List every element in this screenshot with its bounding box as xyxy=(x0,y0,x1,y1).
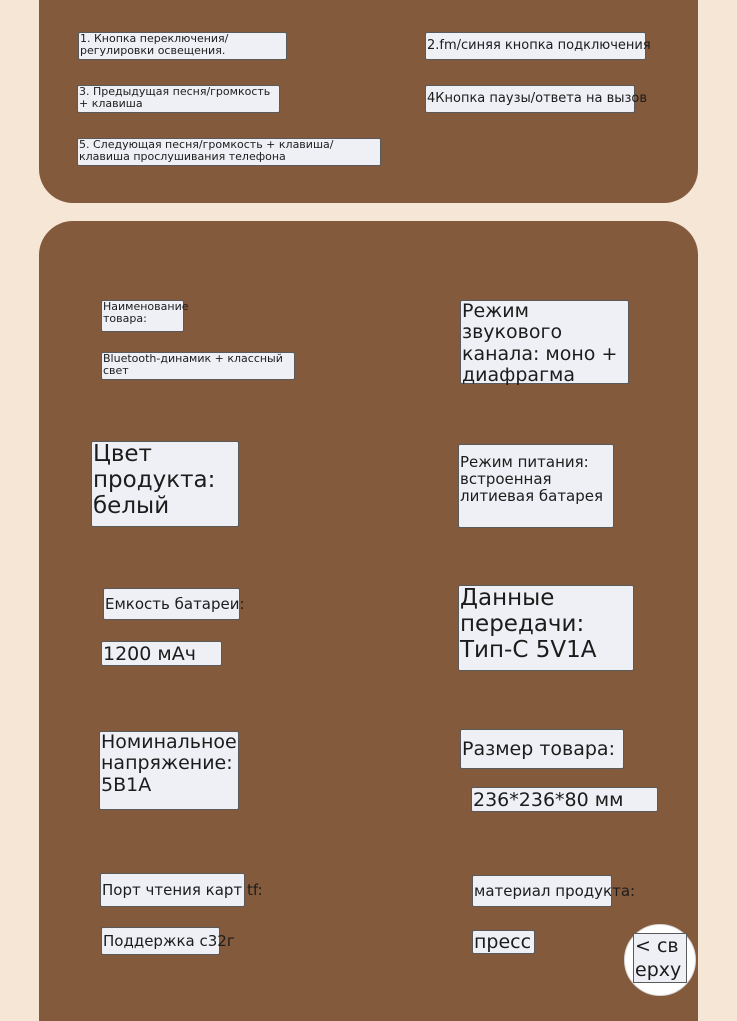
transfer-data: Данные передачи: Тип-С 5V1A xyxy=(458,585,634,671)
card-support: Поддержка с32г xyxy=(101,927,220,955)
button-item-2: 2.fm/синяя кнопка подключения xyxy=(425,32,646,60)
back-to-top-label-box xyxy=(633,933,687,983)
button-item-5: 5. Следующая песня/громкость + клавиша/клавиша прослушивания телефона xyxy=(77,138,381,166)
rated-voltage: Номинальное напряжение: 5В1А xyxy=(99,731,239,810)
battery-capacity-value: 1200 мАч xyxy=(101,641,222,666)
back-to-top-button[interactable] xyxy=(624,924,696,996)
product-color: Цвет продукта: белый xyxy=(91,441,239,527)
product-name-label: Наименование товара: xyxy=(101,300,184,332)
product-size-value: 236*236*80 мм xyxy=(471,787,658,812)
material-value: пресс xyxy=(472,930,535,954)
button-item-3: 3. Предыдущая песня/громкость + клавиша xyxy=(77,85,280,113)
product-size-label: Размер товара: xyxy=(460,729,624,769)
sound-channel: Режим звукового канала: моно + диафрагма xyxy=(460,300,629,384)
back-to-top-label: св ерху xyxy=(635,935,682,981)
power-mode: Режим питания: встроенная литиевая батарея xyxy=(458,444,614,528)
product-name-value: Bluetooth-динамик + классный свет xyxy=(101,352,295,380)
battery-capacity-label: Емкость батареи: xyxy=(103,588,240,620)
card-port-label: Порт чтения карт tf: xyxy=(100,873,245,907)
material-label: материал продукта: xyxy=(472,875,612,907)
button-item-1: 1. Кнопка переключения/ регулировки освещения. xyxy=(78,32,287,60)
button-item-4: 4Кнопка паузы/ответа на вызов xyxy=(425,85,635,113)
chevron-left-icon: < xyxy=(635,935,651,957)
